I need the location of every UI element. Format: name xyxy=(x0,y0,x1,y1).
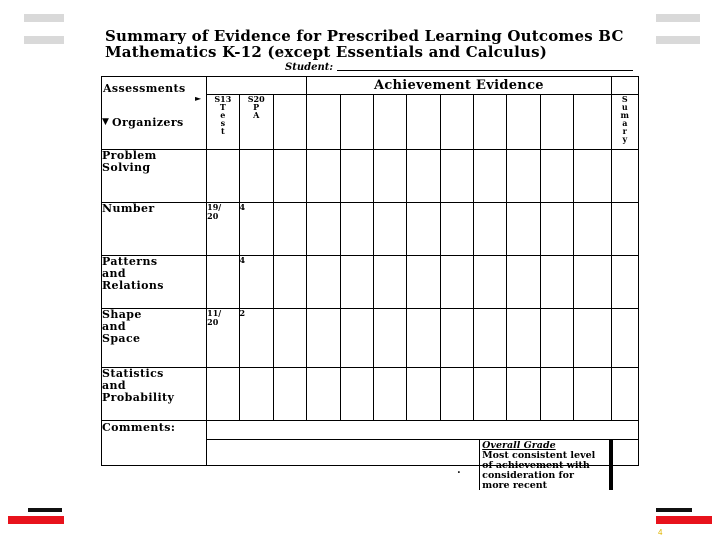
table-cell xyxy=(611,150,638,203)
column-header xyxy=(474,95,507,150)
table-cell xyxy=(474,203,507,256)
comments-row xyxy=(102,421,639,466)
table-cell xyxy=(407,150,440,203)
decor-bar-gray xyxy=(656,36,700,44)
table-cell: 2 xyxy=(239,309,273,368)
table-cell xyxy=(507,150,540,203)
table-cell: 11/ 20 xyxy=(207,309,239,368)
decor-bar-red xyxy=(8,516,64,524)
column-header: S13 T e s t xyxy=(207,95,239,150)
overall-grade-title: Overall Grade xyxy=(482,440,556,451)
table-cell: 4 xyxy=(239,203,273,256)
table-cell xyxy=(239,368,273,421)
column-header xyxy=(407,95,440,150)
row-label: Problem Solving xyxy=(102,150,207,203)
evidence-table xyxy=(101,76,639,491)
table-cell xyxy=(273,309,306,368)
table-cell xyxy=(307,150,340,203)
table-cell xyxy=(540,368,573,421)
table-cell xyxy=(407,256,440,309)
decor-bar-black xyxy=(656,508,692,512)
table-cell xyxy=(507,368,540,421)
slide-number: 4 xyxy=(658,528,663,537)
table-cell xyxy=(574,309,611,368)
table-cell xyxy=(611,256,638,309)
column-header xyxy=(273,95,306,150)
table-cell xyxy=(340,309,373,368)
column-header xyxy=(307,95,340,150)
comments-label: Comments: xyxy=(102,421,207,466)
table-cell xyxy=(540,203,573,256)
page-title: Summary of Evidence for Prescribed Learning Outcomes BC Mathematics K-12 (except Essentials and Calculus) xyxy=(105,27,624,61)
arrow-right-icon: ► xyxy=(195,93,202,103)
table-cell xyxy=(373,256,406,309)
table-cell xyxy=(373,203,406,256)
table-cell: 19/ 20 xyxy=(207,203,239,256)
comments-area xyxy=(207,421,639,491)
table-row xyxy=(102,256,639,309)
table-cell xyxy=(474,309,507,368)
table-cell xyxy=(474,368,507,421)
assessments-organizers-header xyxy=(102,77,207,150)
table-cell xyxy=(440,150,473,203)
table-cell xyxy=(407,309,440,368)
column-header xyxy=(373,95,406,150)
table-cell xyxy=(373,368,406,421)
decor-bar-red xyxy=(656,516,712,524)
student-name-line xyxy=(337,70,633,71)
decor-bar-gray xyxy=(656,14,700,22)
table-cell xyxy=(611,203,638,256)
decor-bar-black xyxy=(28,508,62,512)
table-cell xyxy=(440,309,473,368)
column-header xyxy=(540,95,573,150)
table-cell xyxy=(239,150,273,203)
table-cell xyxy=(507,256,540,309)
row-label: Patterns and Relations xyxy=(102,256,207,309)
table-cell xyxy=(207,150,239,203)
table-cell xyxy=(540,150,573,203)
table-cell xyxy=(373,150,406,203)
column-header xyxy=(440,95,473,150)
header-spacer xyxy=(611,77,638,95)
table-cell xyxy=(611,309,638,368)
table-cell xyxy=(474,150,507,203)
achievement-evidence-header: Achievement Evidence xyxy=(307,77,611,95)
table-cell xyxy=(273,368,306,421)
table-cell xyxy=(540,256,573,309)
table-cell xyxy=(407,368,440,421)
table-row xyxy=(102,150,639,203)
row-label: Number xyxy=(102,203,207,256)
decor-bar-gray xyxy=(24,36,64,44)
table-cell xyxy=(340,203,373,256)
header-spacer xyxy=(207,77,307,95)
table-cell xyxy=(207,256,239,309)
student-label: Student: xyxy=(285,62,334,73)
column-header: S20 P A xyxy=(239,95,273,150)
table-cell xyxy=(307,256,340,309)
table-cell xyxy=(273,203,306,256)
table-cell xyxy=(574,256,611,309)
arrow-down-icon: ▼ xyxy=(102,117,110,127)
organizers-label: Organizers xyxy=(112,116,184,129)
table-cell xyxy=(273,256,306,309)
table-cell xyxy=(307,368,340,421)
overall-grade-text: Most consistent level of achievement with consideration for more recent xyxy=(482,450,596,491)
overall-grade-box xyxy=(479,440,613,490)
table-cell xyxy=(340,368,373,421)
table-cell xyxy=(307,309,340,368)
row-label: Statistics and Probability xyxy=(102,368,207,421)
table-cell xyxy=(440,203,473,256)
column-header xyxy=(574,95,611,150)
table-cell xyxy=(307,203,340,256)
table-cell xyxy=(540,309,573,368)
table-cell xyxy=(611,368,638,421)
comment-dot: . xyxy=(457,465,461,476)
table-cell xyxy=(440,256,473,309)
assessments-label: Assessments xyxy=(103,82,186,95)
table-cell xyxy=(474,256,507,309)
table-cell xyxy=(273,150,306,203)
table-row xyxy=(102,368,639,421)
column-header: S u m a r y xyxy=(611,95,638,150)
table-cell: 4 xyxy=(239,256,273,309)
table-cell xyxy=(340,256,373,309)
table-row xyxy=(102,203,639,256)
table-cell xyxy=(574,150,611,203)
column-header xyxy=(507,95,540,150)
table-cell xyxy=(507,203,540,256)
table-cell xyxy=(574,203,611,256)
row-label: Shape and Space xyxy=(102,309,207,368)
table-cell xyxy=(407,203,440,256)
table-cell xyxy=(507,309,540,368)
table-row xyxy=(102,309,639,368)
table-cell xyxy=(440,368,473,421)
table-cell xyxy=(574,368,611,421)
table-cell xyxy=(340,150,373,203)
decor-bar-gray xyxy=(24,14,64,22)
table-cell xyxy=(373,309,406,368)
table-cell xyxy=(207,368,239,421)
column-header xyxy=(340,95,373,150)
